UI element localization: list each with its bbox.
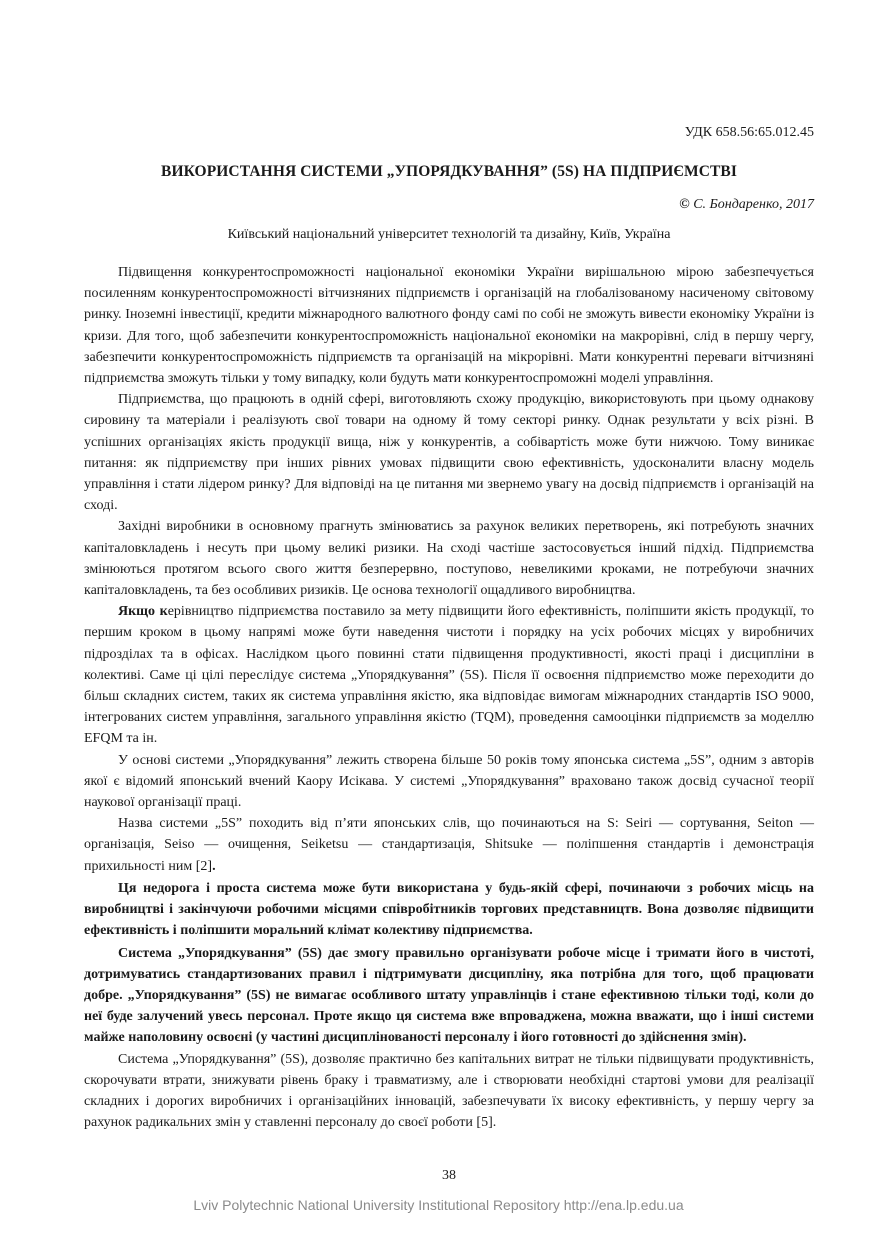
paragraph-8: Система „Упорядкування” (5S) дає змогу правильно організувати робоче місце і тримати його в чистоті, дотримуватись стандартизованих правил і підтримувати дисципліну, яка потрібна для того, щоб працювати добре. „Упорядкування” (5S) не вимагає особливого штату управлінців і стане ефективною тільки тоді, коли до неї буде залучений увесь персонал. Проте якщо ця система вже впроваджена, можна вважати, що і інші системи майже наполовину освоєні (у частині дисциплінованості персоналу і його готовності до здійснення змін). xyxy=(84,945,814,1046)
paragraph-4-lead: Якщо к xyxy=(118,604,168,620)
paragraph-7: Ця недорога і проста система може бути використана у будь-якій сфері, починаючи з робочих місць на виробництві і закінчуючи робочими місцями співробітників торгових представництв. Вона дозволяє підвищити ефективність і поліпшити моральний клімат колективу підприємства. xyxy=(84,880,814,939)
copyright-symbol: © xyxy=(679,197,690,212)
repository-footer: Lviv Polytechnic National University Institutional Repository http://ena.lp.edu.ua xyxy=(193,1197,684,1213)
paragraph-5: У основі системи „Упорядкування” лежить створена більше 50 років тому японська система „5S”, одним з авторів якої є відомий японський вчений Каору Исікава. У системі „Упорядкування” враховано також досвід сучасної теорії наукової організації праці. xyxy=(84,752,814,811)
page-number: 38 xyxy=(442,1168,456,1183)
author-line xyxy=(679,197,814,213)
paragraph-9: Система „Упорядкування” (5S), дозволяє практично без капітальних витрат не тільки підвищувати продуктивність, скорочувати втрати, знижувати рівень браку і травматизму, але і створювати необхідні стартові умови для реалізації складних і дорогих виробничих і організаційних інновацій, забезпечувати їх високу ефективність, у першу чергу за рахунок радикальних змін у ставленні персоналу до своєї роботи [5]. xyxy=(84,1051,814,1131)
article-body xyxy=(84,262,814,1133)
author-name: С. Бондаренко, 2017 xyxy=(693,197,814,212)
paragraph-6 xyxy=(84,813,814,877)
paragraph-4-text: ерівництво підприємства поставило за мету підвищити його ефективність, поліпшити якість продукції, то першим кроком в цьому напрямі може бути наведення чистоти і порядку на усіх робочих місцях у виробничих підрозділах та в офісах. Наслідком цього повинні стати підвищення продуктивності, якості праці і дисципліни в колективі. Саме ці цілі переслідує система „Упорядкування” (5S). Після її освоєння підприємство може переходити до більш складних систем, таких як система управління якістю, яка відповідає вимогам міжнародних стандартів ISO 9000, інтегрованих систем управління, загального управління якістю (TQM), проведення самооцінки підприємств за моделлю EFQM та ін. xyxy=(84,604,814,747)
affiliation: Київський національний університет технологій та дизайну, Київ, Україна xyxy=(227,227,671,242)
article-title: ВИКОРИСТАННЯ СИСТЕМИ „УПОРЯДКУВАННЯ” (5S) НА ПІДПРИЄМСТВІ xyxy=(161,163,737,180)
paragraph-6-end: . xyxy=(212,858,216,874)
paragraph-3: Західні виробники в основному прагнуть змінюватись за рахунок великих перетворень, які потребують значних капіталовкладень і несуть при цьому великі ризики. На сході частіше застосовується інший підхід. Підприємства змінюються протягом всього свого життя безперервно, поступово, невеликими кроками, не потребуючи значних капіталовкладень, та без особливих ризиків. Це основа технології ощадливого виробництва. xyxy=(84,519,814,599)
paragraph-2: Підприємства, що працюють в одній сфері, виготовляють схожу продукцію, використовують при цьому однакову сировину та матеріали і реалізують свої товари на одному й тому секторі ринку. Однак результати у всіх різні. В успішних організаціях якість продукції вища, ніж у конкурентів, а собівартість може бути нижчою. Тому виникає питання: як підприємству при інших рівних умовах підвищити свою ефективність, удосконалити власну модель управління і стати лідером ринку? Для відповіді на це питання ми звернемо увагу на досвід підприємств і організацій на сході. xyxy=(84,392,814,514)
paragraph-1: Підвищення конкурентоспроможності національної економіки України вирішальною мірою забезпечується посиленням конкурентоспроможності вітчизняних підприємств і організацій на глобалізованому насиченому світовому ринку. Іноземні інвестиції, кредити міжнародного валютного фонду самі по собі не зможуть вивести економіку України із кризи. Для того, щоб забезпечити конкурентоспроможність національної економіки на макрорівні, слід в першу чергу, забезпечити конкурентоспроможність підприємств та організацій на мікрорівні. Мати конкурентні переваги вітчизняні підприємства зможуть тільки у тому випадку, коли будуть мати конкурентоспроможні моделі управління. xyxy=(84,265,814,387)
paragraph-6-text: Назва системи „5S” походить від п’яти японських слів, що починаються на S: Seiri — сортування, Seiton — організація, Seiso — очищення, Seiketsu — стандартизація, Shitsuke — поліпшення стандартів і демонстрація прихильності ним [2] xyxy=(84,816,814,874)
udk-code: УДК 658.56:65.012.45 xyxy=(684,125,814,140)
paragraph-4 xyxy=(84,601,814,749)
